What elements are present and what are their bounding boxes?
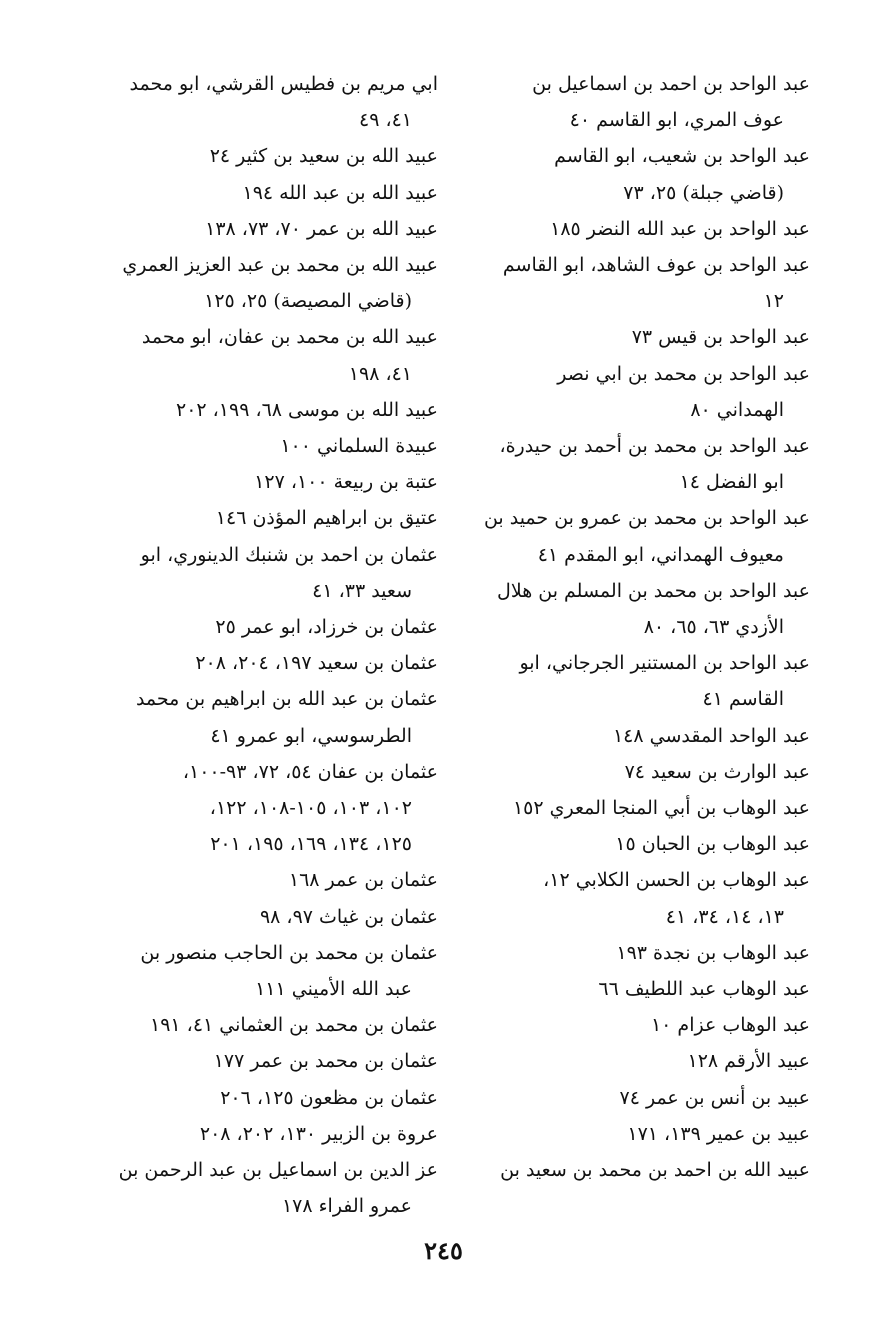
index-entry	[483, 500, 810, 572]
entry-line: عتيق بن ابراهيم المؤذن ١٤٦	[215, 507, 438, 530]
entry-continuation-line: ١٠٢، ١٠٣، ١٠٥-١٠٨، ١٢٢،	[209, 797, 412, 820]
entry-line: عبد الوهاب بن نجدة ١٩٣	[616, 941, 810, 964]
index-entry	[120, 211, 438, 247]
entry-continuation-line: الأزدي ٦٣، ٦٥، ٨٠	[643, 616, 784, 639]
entry-continuation-line: ١٢	[763, 290, 784, 313]
index-entry	[120, 935, 438, 1007]
entry-line: عبد الوهاب بن الحبان ١٥	[615, 833, 810, 856]
entry-line: عثمان بن محمد بن الحاجب منصور بن	[140, 941, 438, 964]
entry-line: عبد الوهاب بن أبي المنجا المعري ١٥٢	[512, 797, 810, 820]
entry-line: عبد الواحد بن المستنير الجرجاني، ابو	[519, 652, 810, 675]
entry-line: عبد الواحد بن عبد الله النضر ١٨٥	[550, 217, 810, 240]
entry-line: ابي مريم بن فطيس القرشي، ابو محمد	[129, 73, 438, 95]
entry-line: عز الدين بن اسماعيل بن عبد الرحمن بن	[118, 1159, 438, 1182]
entry-line: عبد الواحد المقدسي ١٤٨	[612, 724, 810, 747]
index-entry	[488, 971, 810, 1007]
index-entry	[488, 826, 810, 862]
entry-line: عبيد بن أنس بن عمر ٧٤	[619, 1086, 810, 1109]
entry-line: عبيد الله بن موسى ٦٨، ١٩٩، ٢٠٢	[176, 398, 438, 421]
index-entry	[120, 645, 438, 681]
index-entry	[488, 1043, 810, 1079]
entry-continuation-line: سعيد ٣٣، ٤١	[312, 579, 412, 602]
entry-line: عبد الواحد بن عوف الشاهد، ابو القاسم	[502, 254, 810, 277]
entry-line: عثمان بن مظعون ١٢٥، ٢٠٦	[220, 1086, 438, 1109]
index-entry	[488, 356, 810, 428]
entry-line: عبد الوهاب عبد اللطيف ٦٦	[598, 978, 810, 1001]
index-entry	[488, 211, 810, 247]
index-entry	[488, 790, 810, 826]
entry-line: عبيد الأرقم ١٢٨	[687, 1050, 810, 1073]
index-entry	[488, 1080, 810, 1116]
index-entry	[488, 1116, 810, 1152]
entry-continuation-line: الهمداني ٨٠	[690, 398, 784, 421]
entry-line: عبد الوهاب بن الحسن الكلابي ١٢،	[543, 869, 810, 892]
index-entry	[120, 428, 438, 464]
index-entry	[120, 681, 438, 753]
entry-line: عبيد الله بن عمر ٧٠، ٧٣، ١٣٨	[205, 217, 438, 240]
entry-line: عثمان بن احمد بن شنبك الدينوري، ابو	[140, 543, 438, 566]
entry-continuation-line: الطرسوسي، ابو عمرو ٤١	[210, 724, 412, 747]
index-entry	[120, 1007, 438, 1043]
entry-line: عثمان بن عفان ٥٤، ٧٢، ٩٣-١٠٠،	[182, 760, 438, 783]
entry-continuation-line: ٤١، ١٩٨	[348, 362, 412, 385]
entry-line: عبيد الله بن محمد بن عفان، ابو محمد	[141, 326, 438, 349]
entry-line: عبيد الله بن محمد بن عبد العزيز العمري	[122, 254, 438, 277]
index-entry	[120, 754, 438, 863]
entry-line: عثمان بن خرزاد، ابو عمر ٢٥	[215, 616, 438, 639]
entry-line: عبد الواحد بن محمد بن عمرو بن حميد بن	[483, 507, 810, 530]
entry-line: عبيدة السلماني ١٠٠	[280, 435, 438, 458]
index-entry	[488, 862, 810, 934]
index-entry	[488, 718, 810, 754]
index-entry	[488, 1152, 810, 1188]
entry-line: عثمان بن محمد بن العثماني ٤١، ١٩١	[150, 1014, 438, 1037]
entry-line: عبد الواحد بن محمد بن المسلم بن هلال	[497, 579, 810, 602]
index-entry	[488, 428, 810, 500]
index-entry	[120, 537, 438, 609]
entry-line: عبيد الله بن احمد بن محمد بن سعيد بن	[500, 1159, 810, 1182]
entry-line: عبد الواحد بن قيس ٧٣	[631, 326, 810, 349]
entry-line: عبد الواحد بن شعيب، ابو القاسم	[554, 145, 810, 168]
entry-line: عثمان بن عبد الله بن ابراهيم بن محمد	[135, 688, 438, 711]
entry-line: عبد الواحد بن احمد بن اسماعيل بن	[532, 73, 810, 95]
entry-continuation-line: ٤١، ٤٩	[358, 109, 412, 132]
entry-line: عثمان بن محمد بن عمر ١٧٧	[213, 1050, 438, 1073]
entry-line: عثمان بن سعيد ١٩٧، ٢٠٤، ٢٠٨	[195, 652, 438, 675]
index-entry	[120, 175, 438, 211]
index-entry	[120, 899, 438, 935]
index-entry	[120, 862, 438, 898]
index-entry	[488, 754, 810, 790]
entry-line: عتبة بن ربيعة ١٠٠، ١٢٧	[254, 471, 438, 494]
entry-continuation-line: القاسم ٤١	[702, 688, 784, 711]
index-entry	[120, 392, 438, 428]
index-entry	[120, 500, 438, 536]
entry-continuation-line: عمرو الفراء ١٧٨	[281, 1195, 412, 1218]
entry-line: عبيد الله بن سعيد بن كثير ٢٤	[209, 145, 438, 168]
entry-continuation-line: ابو الفضل ١٤	[679, 471, 784, 494]
index-entry	[488, 1007, 810, 1043]
entry-continuation-line: (قاضي جبلة) ٢٥، ٧٣	[623, 181, 784, 204]
entry-continuation-line: ١٣، ١٤، ٣٤، ٤١	[665, 905, 784, 928]
index-entry	[488, 138, 810, 210]
index-entry	[120, 247, 438, 319]
entry-line: عثمان بن عمر ١٦٨	[288, 869, 438, 892]
index-entry	[488, 319, 810, 355]
index-entry	[120, 138, 438, 174]
index-entry	[120, 464, 438, 500]
index-entry	[488, 935, 810, 971]
index-entry	[488, 573, 810, 645]
entry-continuation-line: (قاضي المصيصة) ٢٥، ١٢٥	[204, 290, 412, 313]
index-entry	[120, 1152, 438, 1224]
index-entry	[120, 319, 438, 391]
entry-line: عبد الوارث بن سعيد ٧٤	[624, 760, 810, 783]
entry-line: عبد الواحد بن محمد بن ابي نصر	[557, 362, 810, 385]
entry-line: عروة بن الزبير ١٣٠، ٢٠٢، ٢٠٨	[199, 1122, 438, 1145]
index-entry	[120, 1116, 438, 1152]
entry-line: عبيد الله بن عبد الله ١٩٤	[242, 181, 438, 204]
index-entry	[120, 1043, 438, 1079]
entry-line: عبيد بن عمير ١٣٩، ١٧١	[627, 1122, 810, 1145]
index-column-right	[483, 66, 810, 1188]
entry-continuation-line: عبد الله الأميني ١١١	[255, 978, 412, 1001]
entry-continuation-line: معيوف الهمداني، ابو المقدم ٤١	[537, 543, 784, 566]
index-entry	[120, 1080, 438, 1116]
index-entry	[488, 66, 810, 138]
index-entry	[120, 66, 438, 138]
page-number: ٢٤٥	[424, 1236, 463, 1265]
entry-continuation-line: عوف المري، ابو القاسم ٤٠	[569, 109, 784, 132]
index-entry	[120, 609, 438, 645]
entry-line: عبد الواحد بن محمد بن أحمد بن حيدرة،	[499, 435, 810, 458]
entry-line: عثمان بن غياث ٩٧، ٩٨	[259, 905, 438, 928]
index-entry	[488, 247, 810, 319]
entry-line: عبد الوهاب عزام ١٠	[650, 1014, 810, 1037]
index-column-left	[120, 66, 438, 1225]
index-entry	[488, 645, 810, 717]
entry-continuation-line: ١٢٥، ١٣٤، ١٦٩، ١٩٥، ٢٠١	[210, 833, 412, 856]
